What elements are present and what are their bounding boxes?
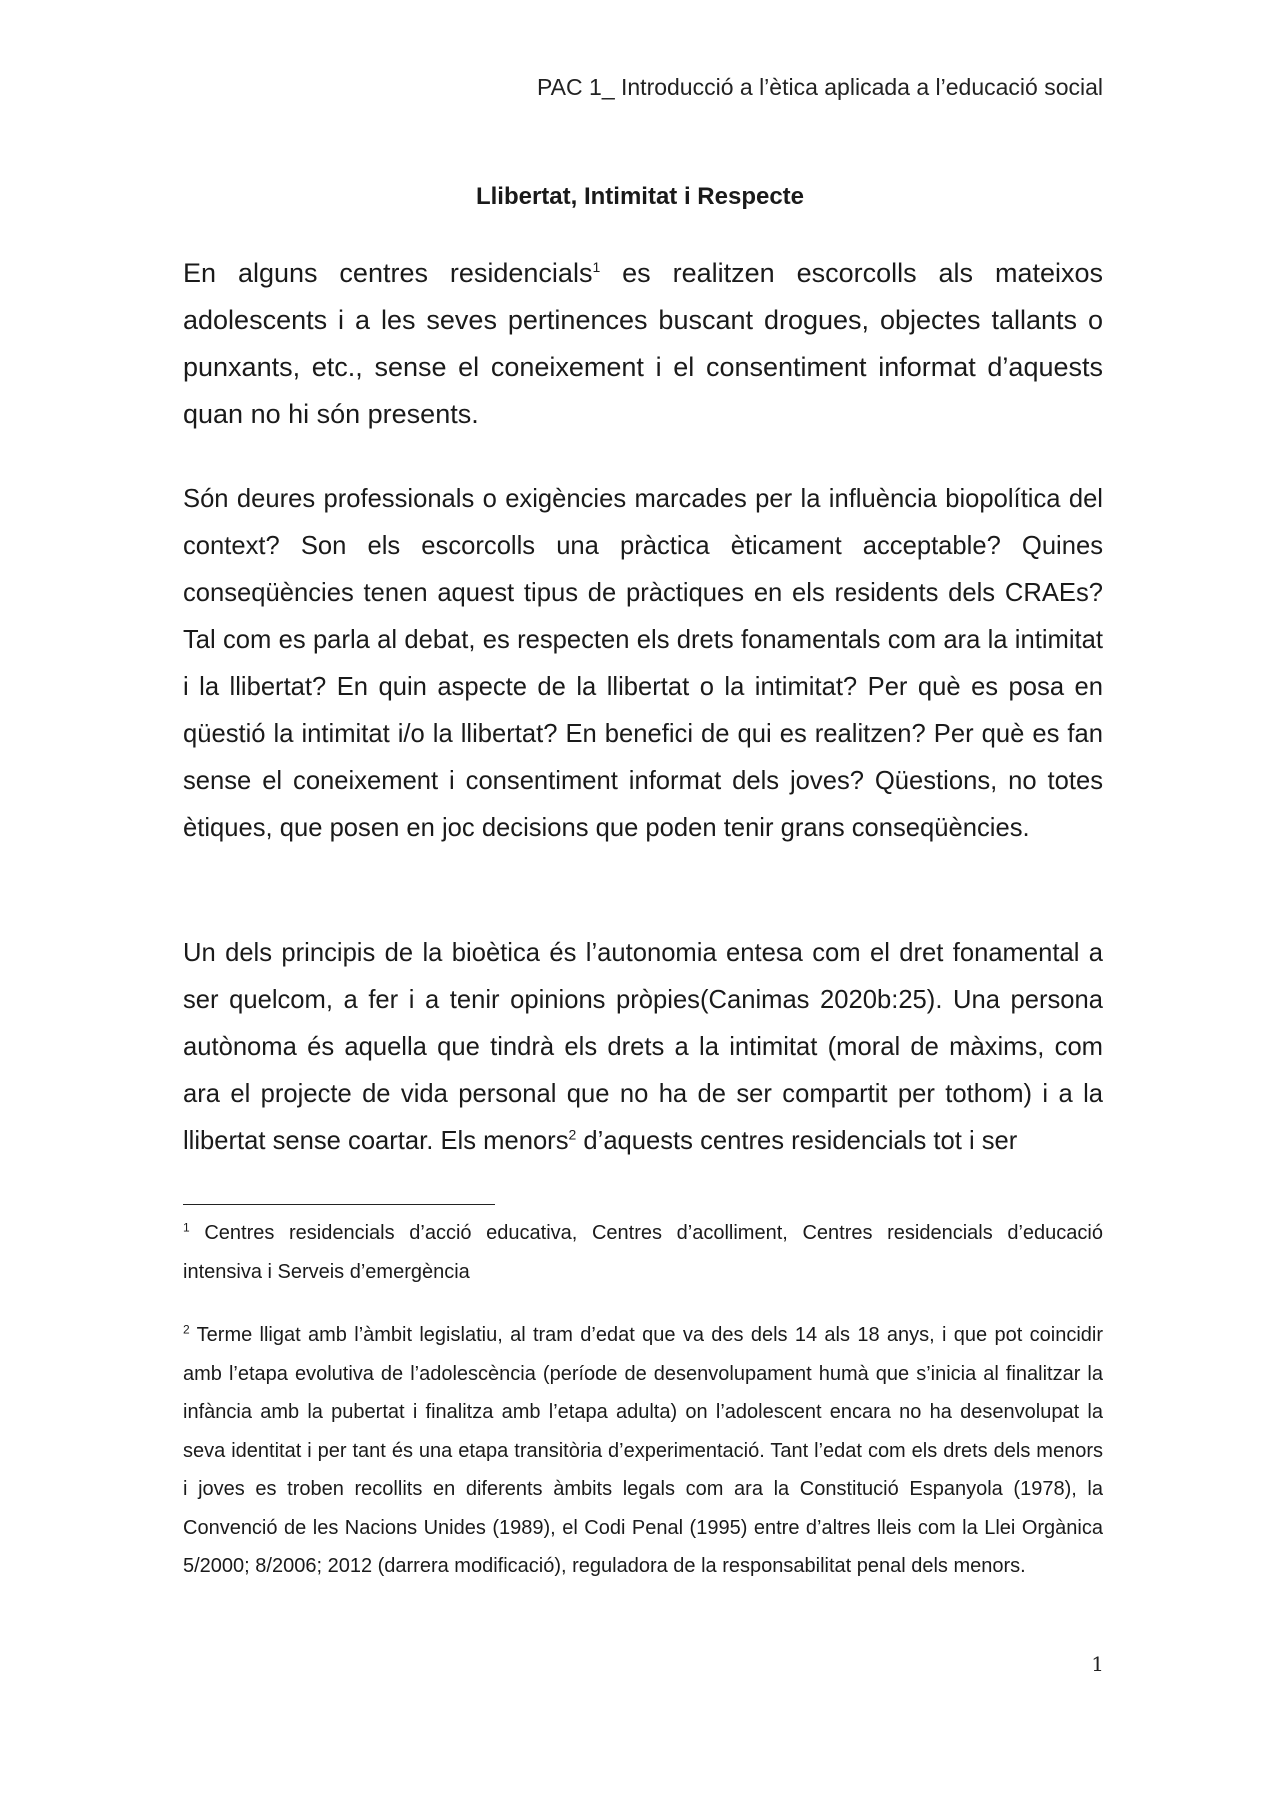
footnote-1-text: Centres residencials d’acció educativa, Centres d’acolliment, Centres residencials d’educació intensiva i Serveis d’emergència [183,1222,1103,1283]
footnote-1-number: 1 [183,1220,190,1235]
paragraph-2: Són deures professionals o exigències marcades per la influència biopolítica del context? Son els escorcolls una pràctica èticament acceptable? Quines conseqüències tenen aquest tipus de pràctiques en els residents dels CRAEs? Tal com es parla al debat, es respecten els drets fonamentals com ara la intimitat i la llibertat? En quin aspecte de la llibertat o la intimitat? Per què es posa en qüestió la intimitat i/o la llibertat? En benefici de qui es realitzen? Per què es fan sense el coneixement i consentiment informat dels joves? Qüestions, no totes ètiques, que posen en joc decisions que poden tenir grans conseqüències. [183,485,1103,842]
page-number: 1 [1091,1652,1104,1676]
footnote-ref-1: 1 [592,259,601,275]
paragraph-3-text-b: d’aquests centres residencials tot i ser [576,1127,1018,1155]
footnote-2-text: Terme lligat amb l’àmbit legislatiu, al tram d’edat que va des dels 14 als 18 anys, i que pot coincidir amb l’etapa evolutiva de l’adolescència (període de desenvolupament humà que s’inicia al finalitzar la infància amb la pubertat i finalitza amb l’etapa adulta) on l’adolescent encara no ha desenvolupat la seva identitat i per tant és una etapa transitòria d’experimentació. Tant l’edat com els drets dels menors i joves es troben recollits en diferents àmbits legals com ara la Constitució Espanyola (1978), la Convenció de les Nacions Unides (1989), el Codi Penal (1995) entre d’altres lleis com la Llei Orgànica 5/2000; 8/2006; 2012 (darrera modificació), reguladora de la responsabilitat penal dels menors. [183,1324,1103,1577]
running-header: PAC 1_ Introducció a l’ètica aplicada a l’educació social [537,74,1103,100]
paragraph-3 [183,930,1103,1165]
paragraph-1 [183,250,1103,438]
footnote-2-number: 2 [183,1322,190,1337]
footnote-2 [183,1316,1103,1586]
paragraph-3-text-a: Un dels principis de la bioètica és l’autonomia entesa com el dret fonamental a ser quelcom, a fer i a tenir opinions pròpies(Canimas 2020b:25). Una persona autònoma és aquella que tindrà els drets a la intimitat (moral de màxims, com ara el projecte de vida personal que no ha de ser compartit per tothom) i a la llibertat sense coartar. Els menors [183,939,1103,1155]
paragraph-1-text-b: es realitzen escorcolls als mateixos adolescents i a les seves pertinences buscant drogues, objectes tallants o punxants, etc., sense el coneixement i el consentiment informat d’aquests quan no hi són presents. [183,258,1103,429]
page-title: Llibertat, Intimitat i Respecte [475,183,805,210]
footnote-ref-2: 2 [568,1126,577,1143]
paragraph-1-text-a: En alguns centres residencials [183,258,593,288]
footnote-separator [183,1204,495,1205]
footnote-1 [183,1214,1103,1291]
